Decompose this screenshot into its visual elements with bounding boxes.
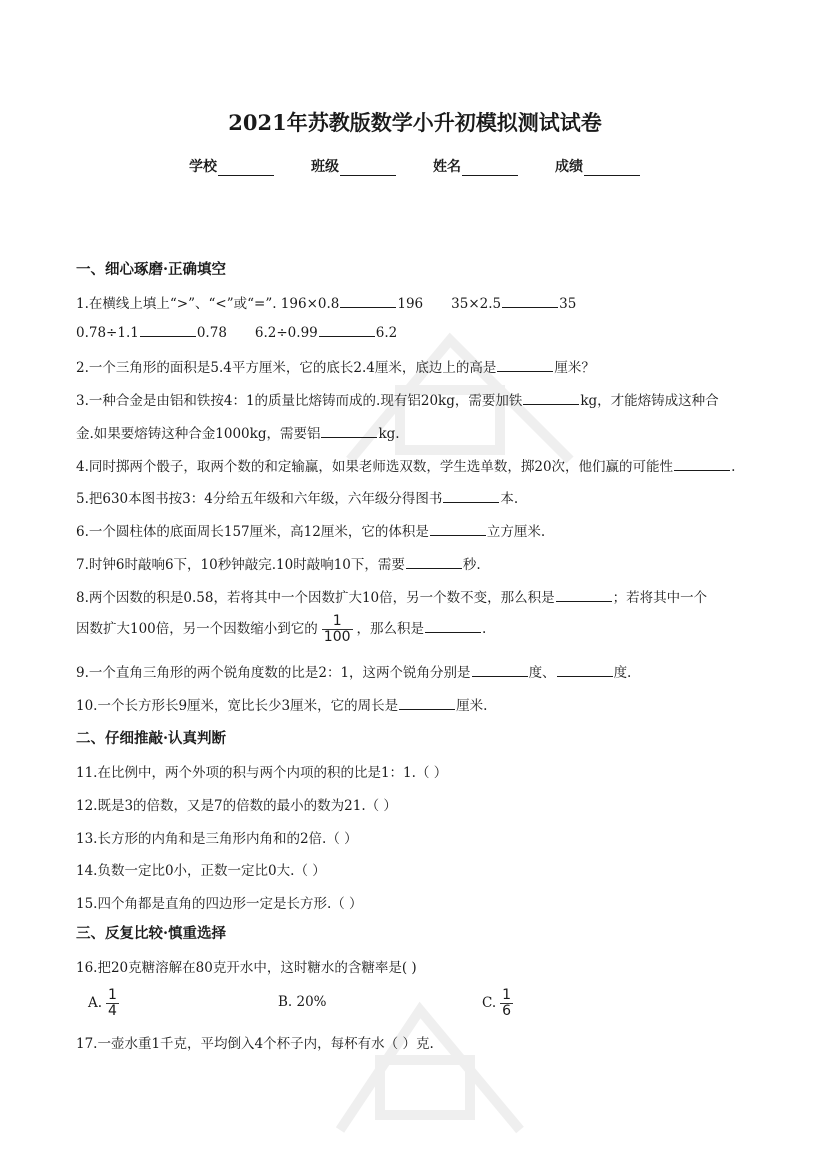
answer-blank[interactable]	[425, 620, 481, 633]
question-3-line-1: 3.一种合金是由铝和铁按4：1的质量比熔铸而成的.现有铝20kg，需要加铁 kg，才能熔铸成这种合	[76, 393, 719, 409]
score-field[interactable]: 成绩	[555, 156, 641, 176]
answer-blank[interactable]	[443, 490, 499, 503]
question-5: 5.把630本图书按3：4分给五年级和六年级，六年级分得图书 本.	[76, 491, 519, 507]
option-b[interactable]: B. 20%	[278, 994, 327, 1010]
name-field[interactable]: 姓名	[433, 156, 519, 176]
question-11: 11.在比例中，两个外项的积与两个内项的积的比是1：1.（ ）	[76, 765, 448, 781]
section3-heading: 三、反复比较·慎重选择	[76, 925, 227, 942]
option-c[interactable]: C. $\frac{1}{6}$	[482, 987, 512, 1019]
school-field[interactable]: 学校	[189, 156, 275, 176]
fraction-one-sixth: $\frac{1}{6}$	[502, 987, 512, 1019]
answer-blank[interactable]	[674, 458, 730, 471]
answer-blank[interactable]	[557, 664, 613, 677]
question-16: 16.把20克糖溶解在80克开水中，这时糖水的含糖率是( )	[76, 960, 417, 976]
question-8-line-1: 8.两个因数的积是0.58，若将其中一个因数扩大10倍，另一个数不变，那么积是 ；若将其中一个	[76, 590, 708, 606]
question-6: 6.一个圆柱体的底面周长157厘米，高12厘米，它的体积是 立方厘米.	[76, 524, 546, 540]
page-title: 2021年苏教版数学小升初模拟测试试卷	[228, 110, 602, 135]
question-1-line-2: 0.78÷1.1 0.78 6.2÷0.99 6.2	[76, 325, 398, 341]
fraction-one-hundredth: $\frac{1}{100}$	[323, 613, 351, 645]
answer-blank[interactable]	[472, 664, 528, 677]
answer-blank[interactable]	[319, 324, 375, 337]
question-8-line-2: 因数扩大100倍，另一个因数缩小到它的 $\frac{1}{100}$ ，那么积是 .	[76, 613, 487, 645]
question-10: 10.一个长方形长9厘米，宽比长少3厘米，它的周长是 厘米.	[76, 698, 488, 714]
fraction-one-quarter: $\frac{1}{4}$	[108, 987, 117, 1019]
student-info-row	[0, 156, 830, 176]
option-a[interactable]: A. $\frac{1}{4}$	[88, 987, 117, 1019]
question-2: 2.一个三角形的面积是5.4平方厘米，它的底长2.4厘米，底边上的高是 厘米？	[76, 360, 595, 376]
answer-blank[interactable]	[430, 523, 486, 536]
answer-blank[interactable]	[502, 295, 558, 308]
answer-blank[interactable]	[140, 324, 196, 337]
question-13: 13.长方形的内角和是三角形内角和的2倍.（ ）	[76, 831, 358, 847]
question-3-line-2: 金.如果要熔铸这种合金1000kg，需要铝 kg.	[76, 426, 400, 442]
question-9: 9.一个直角三角形的两个锐角度数的比是2：1，这两个锐角分别是 度、 度.	[76, 665, 632, 681]
section1-heading: 一、细心琢磨·正确填空	[76, 261, 227, 278]
question-14: 14.负数一定比0小，正数一定比0大.（ ）	[76, 863, 326, 879]
question-17: 17.一壶水重1千克，平均倒入4个杯子内，每杯有水（ ）克.	[76, 1036, 434, 1052]
answer-blank[interactable]	[523, 392, 579, 405]
class-field[interactable]: 班级	[311, 156, 397, 176]
question-7: 7.时钟6时敲响6下，10秒钟敲完.10时敲响10下，需要 秒.	[76, 557, 481, 573]
answer-blank[interactable]	[399, 697, 455, 710]
answer-blank[interactable]	[497, 359, 553, 372]
question-4: 4.同时掷两个骰子，取两个数的和定输赢，如果老师选双数，学生选单数，掷20次，他们赢的可能性 .	[76, 459, 736, 475]
question-1-line-1: 1.在横线上填上“>”、“<”或“=”. 196×0.8 196 35×2.5 35	[76, 296, 577, 312]
answer-blank[interactable]	[321, 425, 377, 438]
answer-blank[interactable]	[340, 295, 396, 308]
section2-heading: 二、仔细推敲·认真判断	[76, 730, 227, 747]
question-12: 12.既是3的倍数，又是7的倍数的最小的数为21.（ ）	[76, 798, 397, 814]
question-15: 15.四个角都是直角的四边形一定是长方形.（ ）	[76, 896, 363, 912]
answer-blank[interactable]	[406, 556, 462, 569]
answer-blank[interactable]	[556, 589, 612, 602]
